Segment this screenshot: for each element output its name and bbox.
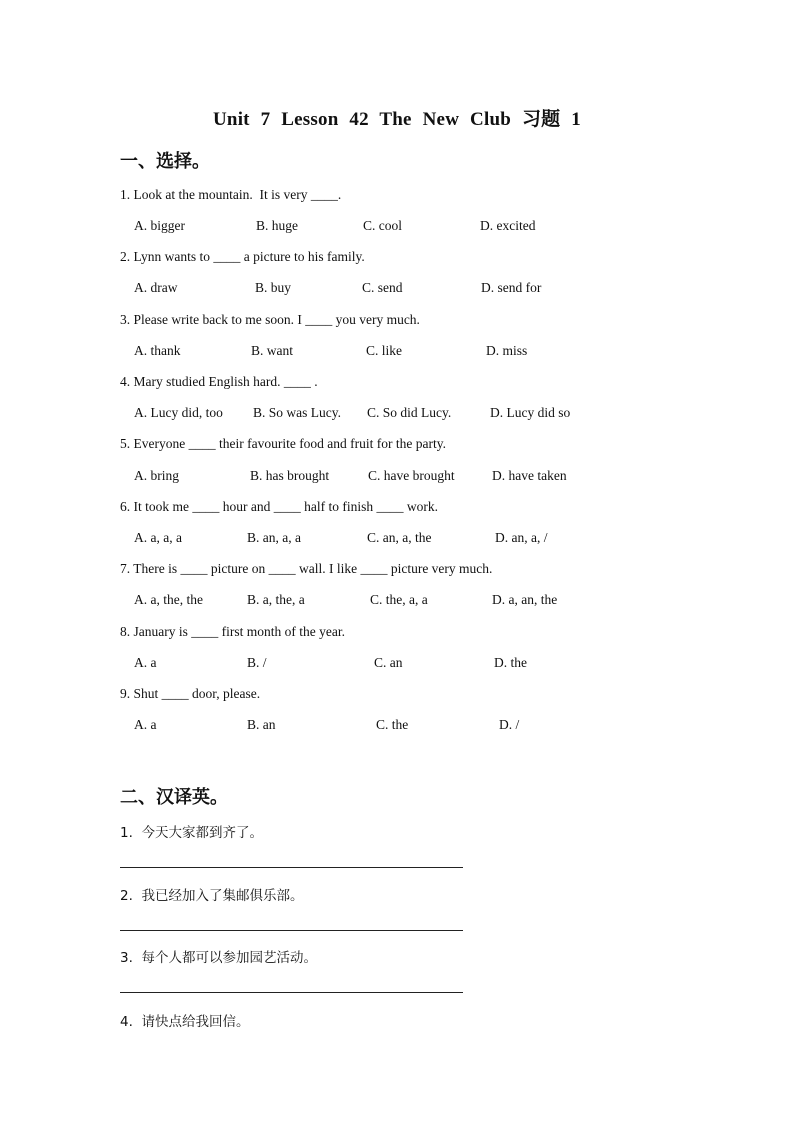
question-3-option-d: D. miss: [486, 343, 528, 358]
question-5-option-c: C. have brought: [368, 468, 455, 483]
question-1: 1. Look at the mountain. It is very ____.: [120, 187, 342, 202]
question-4-option-c: C. So did Lucy.: [367, 405, 452, 420]
translation-item-3: 3. 每个人都可以参加园艺活动。: [120, 950, 317, 966]
section-heading-choice: 一、选择。: [120, 151, 210, 172]
question-3-option-a: A. thank: [134, 343, 181, 358]
page-title: Unit 7 Lesson 42 The New Club 习题 1: [213, 109, 581, 130]
question-7-option-a: A. a, the, the: [134, 592, 203, 607]
question-4-option-d: D. Lucy did so: [490, 405, 571, 420]
question-6-option-a: A. a, a, a: [134, 530, 182, 545]
question-7-option-c: C. the, a, a: [370, 592, 428, 607]
answer-line-1[interactable]: [120, 867, 463, 868]
question-9-option-d: D. /: [499, 717, 520, 732]
question-1-option-a: A. bigger: [134, 218, 185, 233]
question-5-option-b: B. has brought: [250, 468, 330, 483]
question-2-option-c: C. send: [362, 280, 403, 295]
question-1-option-d: D. excited: [480, 218, 536, 233]
question-9: 9. Shut ____ door, please.: [120, 686, 261, 701]
question-6-option-b: B. an, a, a: [247, 530, 301, 545]
question-3: 3. Please write back to me soon. I ____ you very much.: [120, 312, 420, 327]
question-6: 6. It took me ____ hour and ____ half to finish ____ work.: [120, 499, 438, 514]
question-9-option-c: C. the: [376, 717, 409, 732]
question-9-option-b: B. an: [247, 717, 276, 732]
question-8: 8. January is ____ first month of the year.: [120, 624, 345, 639]
question-7-option-b: B. a, the, a: [247, 592, 305, 607]
question-4: 4. Mary studied English hard. ____ .: [120, 374, 318, 389]
question-7-option-d: D. a, an, the: [492, 592, 558, 607]
section-heading-translation: 二、汉译英。: [120, 787, 228, 808]
question-6-option-d: D. an, a, /: [495, 530, 548, 545]
question-8-option-b: B. /: [247, 655, 267, 670]
translation-item-2: 2. 我已经加入了集邮俱乐部。: [120, 888, 304, 904]
question-8-option-a: A. a: [134, 655, 157, 670]
question-4-option-b: B. So was Lucy.: [253, 405, 341, 420]
question-2-option-a: A. draw: [134, 280, 178, 295]
question-1-option-c: C. cool: [363, 218, 402, 233]
question-5: 5. Everyone ____ their favourite food and fruit for the party.: [120, 436, 447, 451]
question-4-option-a: A. Lucy did, too: [134, 405, 223, 420]
question-2-option-d: D. send for: [481, 280, 542, 295]
question-8-option-c: C. an: [374, 655, 403, 670]
question-7: 7. There is ____ picture on ____ wall. I like ____ picture very much.: [120, 561, 493, 576]
question-5-option-a: A. bring: [134, 468, 179, 483]
translation-item-4: 4. 请快点给我回信。: [120, 1014, 250, 1030]
question-3-option-b: B. want: [251, 343, 293, 358]
question-9-option-a: A. a: [134, 717, 157, 732]
question-5-option-d: D. have taken: [492, 468, 567, 483]
question-3-option-c: C. like: [366, 343, 402, 358]
translation-item-1: 1. 今天大家都到齐了。: [120, 825, 263, 841]
question-1-option-b: B. huge: [256, 218, 298, 233]
answer-line-2[interactable]: [120, 930, 463, 931]
question-6-option-c: C. an, a, the: [367, 530, 432, 545]
question-8-option-d: D. the: [494, 655, 527, 670]
question-2: 2. Lynn wants to ____ a picture to his family.: [120, 249, 365, 264]
question-2-option-b: B. buy: [255, 280, 292, 295]
answer-line-3[interactable]: [120, 992, 463, 993]
